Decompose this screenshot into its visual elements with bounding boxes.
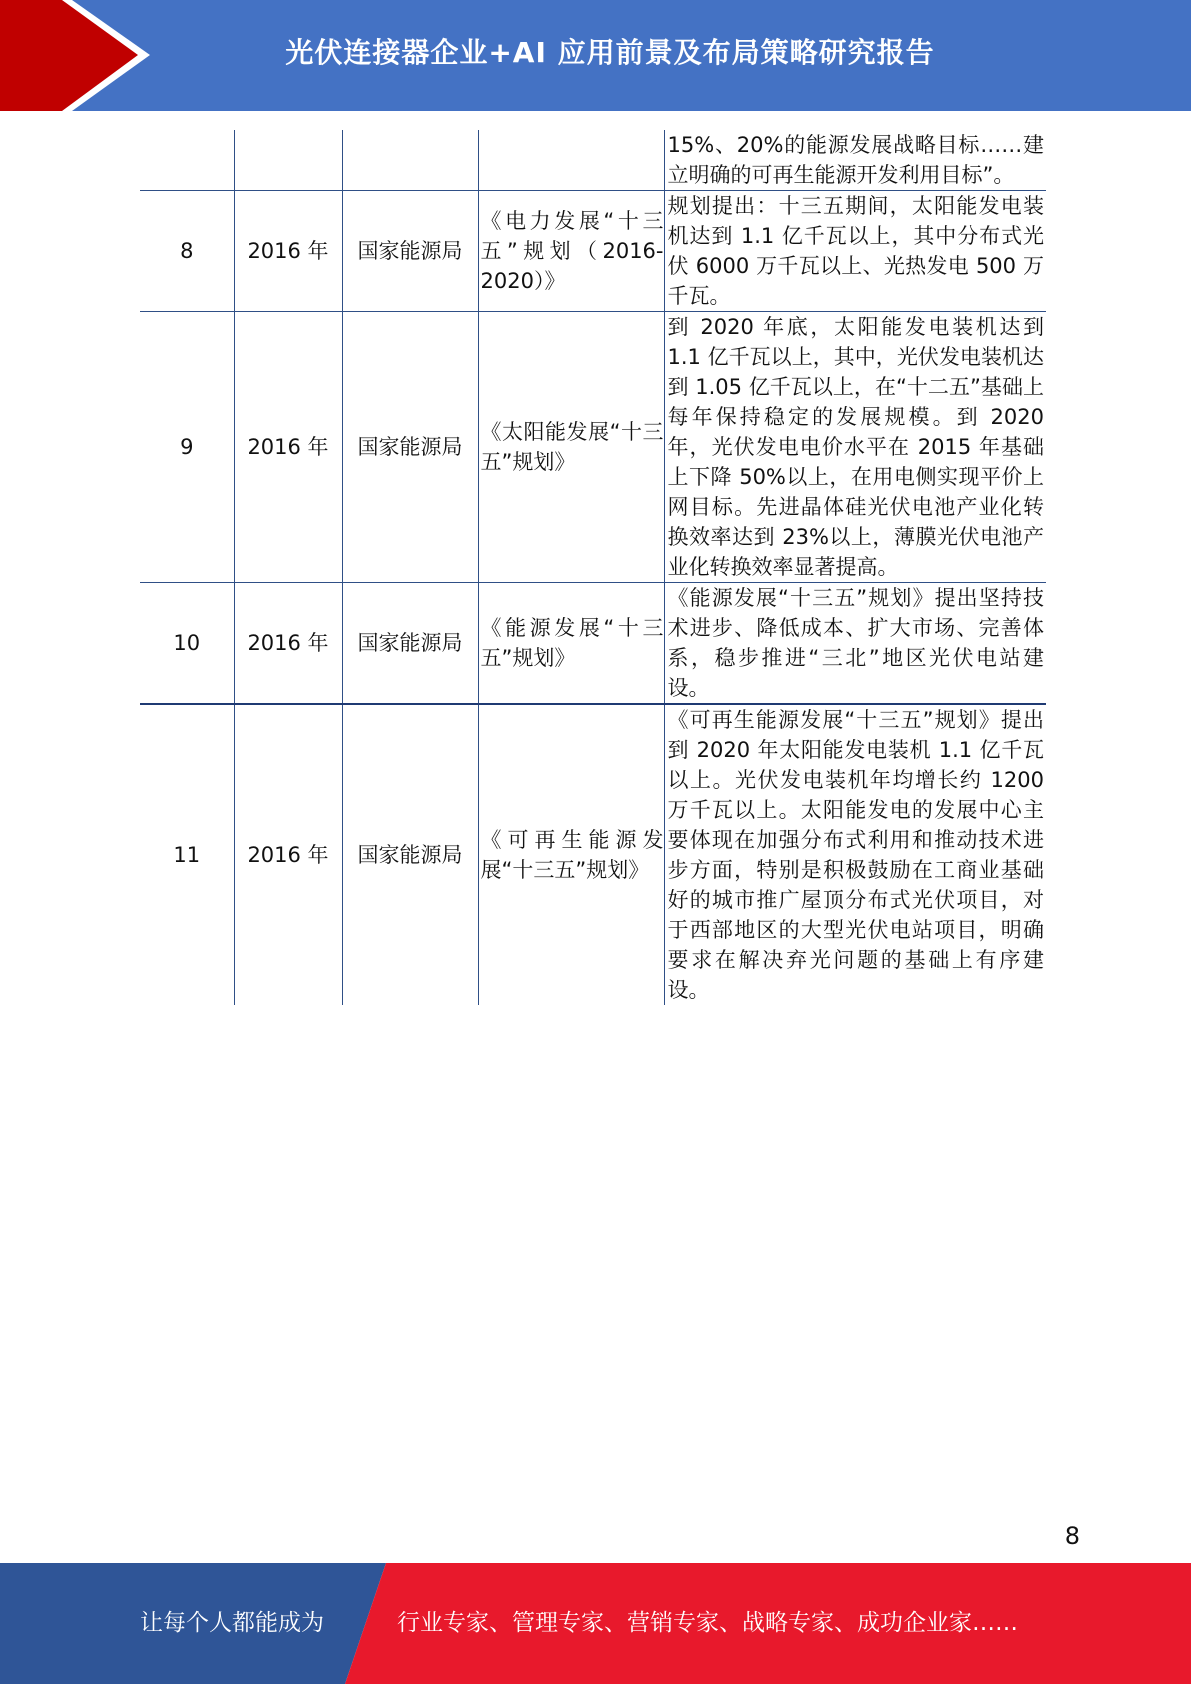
report-title: 光伏连接器企业+AI 应用前景及布局策略研究报告 [285,36,935,69]
cell-policy: 《太阳能发展“十三五”规划》 [478,312,664,583]
cell-org: 国家能源局 [342,704,478,1005]
footer-slogan-left: 让每个人都能成为 [140,1610,324,1636]
cell-year: 2016 年 [234,312,342,583]
cell-num [140,130,234,191]
table-row [140,312,1046,583]
table-row-continued [140,130,1046,191]
page-header [0,0,1191,111]
cell-policy [478,130,664,191]
cell-year: 2016 年 [234,704,342,1005]
policy-table [140,130,1046,1005]
cell-policy: 《能源发展“十三五”规划》 [478,583,664,705]
cell-content: 《可再生能源发展“十三五”规划》提出到 2020 年太阳能发电装机 1.1 亿千瓦以上。光伏发电装机年均增长约 1200 万千瓦以上。太阳能发电的发展中心主要体现在加强分布式利用和推动技术进步方面，特别是积极鼓励在工商业基础好的城市推广屋顶分布式光伏项目，对于西部地区的大型光伏电站项目，明确要求在解决弃光问题的基础上有序建设。 [664,704,1046,1005]
cell-org: 国家能源局 [342,191,478,312]
cell-org: 国家能源局 [342,312,478,583]
cell-policy: 《电力发展“十三五”规划（2016-2020）》 [478,191,664,312]
cell-policy: 《可再生能源发展“十三五”规划》 [478,704,664,1005]
cell-num: 10 [140,583,234,705]
cell-content: 15%、20%的能源发展战略目标……建立明确的可再生能源开发利用目标”。 [664,130,1046,191]
cell-year: 2016 年 [234,583,342,705]
cell-num: 9 [140,312,234,583]
footer-slogan-right: 行业专家、管理专家、营销专家、战略专家、成功企业家…… [397,1610,1018,1636]
cell-content: 《能源发展“十三五”规划》提出坚持技术进步、降低成本、扩大市场、完善体系，稳步推进“三北”地区光伏电站建设。 [664,583,1046,705]
table-row [140,583,1046,705]
table-row [140,191,1046,312]
policy-table-container [140,130,1046,1005]
cell-org [342,130,478,191]
page-footer [0,1563,1191,1684]
cell-year [234,130,342,191]
cell-num: 8 [140,191,234,312]
page-number: 8 [1064,1522,1080,1550]
cell-org: 国家能源局 [342,583,478,705]
cell-year: 2016 年 [234,191,342,312]
table-row [140,704,1046,1005]
cell-num: 11 [140,704,234,1005]
cell-content: 到 2020 年底，太阳能发电装机达到 1.1 亿千瓦以上，其中，光伏发电装机达到 1.05 亿千瓦以上，在“十二五”基础上每年保持稳定的发展规模。到 2020 年，光伏发电电价水平在 2015 年基础上下降 50%以上，在用电侧实现平价上网目标。先进晶体硅光伏电池产业化转换效率达到 23%以上，薄膜光伏电池产业化转换效率显著提高。 [664,312,1046,583]
cell-content: 规划提出：十三五期间，太阳能发电装机达到 1.1 亿千瓦以上，其中分布式光伏 6000 万千瓦以上、光热发电 500 万千瓦。 [664,191,1046,312]
